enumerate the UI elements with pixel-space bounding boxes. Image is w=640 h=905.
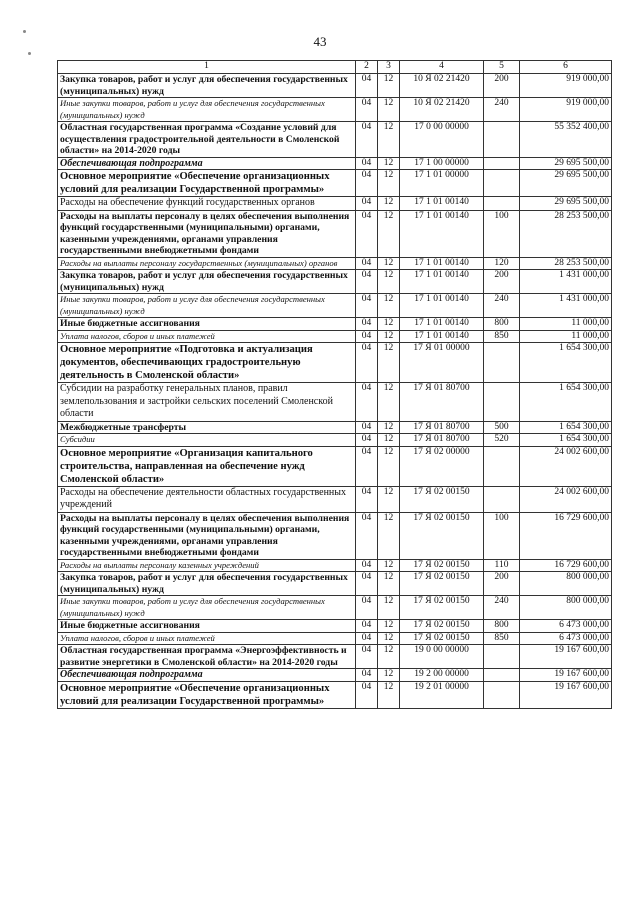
header-cell: 5 bbox=[484, 61, 520, 74]
row-name: Основное мероприятие «Обеспечение организационных условий для реализации Государственной программы» bbox=[58, 170, 356, 197]
row-name: Иные бюджетные ассигнования bbox=[58, 620, 356, 633]
row-expense-type: 120 bbox=[484, 257, 520, 270]
row-name: Областная государственная программа «Создание условий для осуществления градостроительной деятельности в Смоленской области» на 2014-2020 годы bbox=[58, 122, 356, 158]
row-section: 04 bbox=[356, 383, 378, 422]
row-expense-type: 240 bbox=[484, 98, 520, 122]
table-row bbox=[58, 645, 612, 669]
row-name: Основное мероприятие «Организация капитального строительства, направленная на обеспечение нужд Смоленской области» bbox=[58, 446, 356, 486]
table-row bbox=[58, 434, 612, 447]
row-subsection: 12 bbox=[378, 434, 400, 447]
row-subsection: 12 bbox=[378, 645, 400, 669]
row-expense-type bbox=[484, 122, 520, 158]
table-row bbox=[58, 421, 612, 434]
row-name: Расходы на выплаты персоналу казенных учреждений bbox=[58, 559, 356, 572]
row-expense-type: 800 bbox=[484, 620, 520, 633]
row-expense-type: 520 bbox=[484, 434, 520, 447]
row-amount: 1 654 300,00 bbox=[520, 434, 612, 447]
table-row bbox=[58, 596, 612, 620]
row-target-article: 19 2 00 00000 bbox=[400, 669, 484, 682]
row-amount: 800 000,00 bbox=[520, 596, 612, 620]
row-subsection: 12 bbox=[378, 572, 400, 596]
row-name: Обеспечивающая подпрограмма bbox=[58, 669, 356, 682]
row-name: Областная государственная программа «Энергоэффективность и развитие энергетики в Смоленской области» на 2014-2020 годы bbox=[58, 645, 356, 669]
row-section: 04 bbox=[356, 512, 378, 559]
row-expense-type bbox=[484, 669, 520, 682]
row-subsection: 12 bbox=[378, 512, 400, 559]
row-section: 04 bbox=[356, 572, 378, 596]
row-expense-type bbox=[484, 197, 520, 211]
row-amount: 1 654 300,00 bbox=[520, 383, 612, 422]
row-amount: 24 002 600,00 bbox=[520, 486, 612, 512]
table-row bbox=[58, 512, 612, 559]
table-row bbox=[58, 486, 612, 512]
row-expense-type: 100 bbox=[484, 210, 520, 257]
header-row bbox=[58, 61, 612, 74]
row-target-article: 17 0 00 00000 bbox=[400, 122, 484, 158]
row-target-article: 17 Я 02 00150 bbox=[400, 559, 484, 572]
table-row bbox=[58, 669, 612, 682]
header-cell: 6 bbox=[520, 61, 612, 74]
row-expense-type bbox=[484, 157, 520, 170]
row-name: Иные закупки товаров, работ и услуг для обеспечения государственных (муниципальных) нужд bbox=[58, 98, 356, 122]
row-name: Основное мероприятие «Подготовка и актуализация документов, обеспечивающих градостроительную деятельность в Смоленской области» bbox=[58, 343, 356, 383]
row-expense-type: 850 bbox=[484, 632, 520, 645]
row-amount: 28 253 500,00 bbox=[520, 257, 612, 270]
row-section: 04 bbox=[356, 257, 378, 270]
row-target-article: 17 Я 01 80700 bbox=[400, 434, 484, 447]
table-body bbox=[58, 74, 612, 709]
row-expense-type bbox=[484, 681, 520, 708]
row-target-article: 17 Я 01 00000 bbox=[400, 343, 484, 383]
row-subsection: 12 bbox=[378, 559, 400, 572]
row-subsection: 12 bbox=[378, 383, 400, 422]
table-row bbox=[58, 197, 612, 211]
table-row bbox=[58, 170, 612, 197]
row-name: Межбюджетные трансферты bbox=[58, 421, 356, 434]
row-expense-type bbox=[484, 170, 520, 197]
row-expense-type: 110 bbox=[484, 559, 520, 572]
row-section: 04 bbox=[356, 157, 378, 170]
row-target-article: 17 1 01 00140 bbox=[400, 270, 484, 294]
row-amount: 11 000,00 bbox=[520, 330, 612, 343]
row-section: 04 bbox=[356, 210, 378, 257]
row-amount: 1 431 000,00 bbox=[520, 270, 612, 294]
budget-table bbox=[57, 60, 612, 709]
row-expense-type: 850 bbox=[484, 330, 520, 343]
table-row bbox=[58, 270, 612, 294]
row-expense-type: 100 bbox=[484, 512, 520, 559]
row-name: Расходы на выплаты персоналу в целях обеспечения выполнения функций государственными (муниципальными) органами, казенными учреждениями, органами управления государственными внебюджетными фондами bbox=[58, 210, 356, 257]
row-expense-type: 800 bbox=[484, 318, 520, 331]
row-expense-type bbox=[484, 343, 520, 383]
row-section: 04 bbox=[356, 197, 378, 211]
row-amount: 11 000,00 bbox=[520, 318, 612, 331]
row-name: Расходы на выплаты персоналу в целях обеспечения выполнения функций государственными (муниципальными) органами, казенными учреждениями, органами управления государственными внебюджетными фондами bbox=[58, 512, 356, 559]
row-section: 04 bbox=[356, 681, 378, 708]
row-subsection: 12 bbox=[378, 197, 400, 211]
row-subsection: 12 bbox=[378, 210, 400, 257]
row-subsection: 12 bbox=[378, 257, 400, 270]
row-name: Закупка товаров, работ и услуг для обеспечения государственных (муниципальных) нужд bbox=[58, 74, 356, 98]
row-target-article: 17 Я 02 00150 bbox=[400, 620, 484, 633]
table-row bbox=[58, 157, 612, 170]
row-section: 04 bbox=[356, 632, 378, 645]
table-row bbox=[58, 257, 612, 270]
row-amount: 19 167 600,00 bbox=[520, 669, 612, 682]
row-section: 04 bbox=[356, 559, 378, 572]
row-subsection: 12 bbox=[378, 343, 400, 383]
row-subsection: 12 bbox=[378, 681, 400, 708]
row-amount: 28 253 500,00 bbox=[520, 210, 612, 257]
row-subsection: 12 bbox=[378, 170, 400, 197]
row-name: Расходы на обеспечение деятельности областных государственных учреждений bbox=[58, 486, 356, 512]
row-subsection: 12 bbox=[378, 294, 400, 318]
header-cell: 2 bbox=[356, 61, 378, 74]
row-name: Закупка товаров, работ и услуг для обеспечения государственных (муниципальных) нужд bbox=[58, 270, 356, 294]
row-section: 04 bbox=[356, 421, 378, 434]
row-target-article: 17 1 00 00000 bbox=[400, 157, 484, 170]
row-section: 04 bbox=[356, 318, 378, 331]
table-row bbox=[58, 446, 612, 486]
row-subsection: 12 bbox=[378, 620, 400, 633]
row-amount: 1 654 300,00 bbox=[520, 421, 612, 434]
row-target-article: 10 Я 02 21420 bbox=[400, 74, 484, 98]
row-section: 04 bbox=[356, 620, 378, 633]
row-name: Обеспечивающая подпрограмма bbox=[58, 157, 356, 170]
row-name: Субсидии bbox=[58, 434, 356, 447]
row-target-article: 17 1 01 00140 bbox=[400, 330, 484, 343]
row-target-article: 17 1 01 00140 bbox=[400, 197, 484, 211]
row-amount: 19 167 600,00 bbox=[520, 645, 612, 669]
row-amount: 29 695 500,00 bbox=[520, 197, 612, 211]
row-target-article: 17 Я 02 00150 bbox=[400, 596, 484, 620]
row-section: 04 bbox=[356, 270, 378, 294]
row-subsection: 12 bbox=[378, 330, 400, 343]
row-target-article: 10 Я 02 21420 bbox=[400, 98, 484, 122]
row-subsection: 12 bbox=[378, 74, 400, 98]
table-row bbox=[58, 294, 612, 318]
row-amount: 1 431 000,00 bbox=[520, 294, 612, 318]
row-expense-type bbox=[484, 486, 520, 512]
row-target-article: 17 1 01 00000 bbox=[400, 170, 484, 197]
row-target-article: 17 1 01 00140 bbox=[400, 257, 484, 270]
row-amount: 29 695 500,00 bbox=[520, 157, 612, 170]
row-name: Иные закупки товаров, работ и услуг для обеспечения государственных (муниципальных) нужд bbox=[58, 294, 356, 318]
row-amount: 24 002 600,00 bbox=[520, 446, 612, 486]
header-cell: 4 bbox=[400, 61, 484, 74]
row-subsection: 12 bbox=[378, 98, 400, 122]
row-amount: 1 654 300,00 bbox=[520, 343, 612, 383]
row-section: 04 bbox=[356, 446, 378, 486]
row-expense-type bbox=[484, 446, 520, 486]
row-subsection: 12 bbox=[378, 486, 400, 512]
row-section: 04 bbox=[356, 645, 378, 669]
row-section: 04 bbox=[356, 294, 378, 318]
row-target-article: 17 Я 01 80700 bbox=[400, 383, 484, 422]
row-name: Расходы на обеспечение функций государственных органов bbox=[58, 197, 356, 211]
row-target-article: 17 Я 02 00150 bbox=[400, 486, 484, 512]
row-target-article: 17 1 01 00140 bbox=[400, 294, 484, 318]
row-section: 04 bbox=[356, 74, 378, 98]
row-target-article: 17 1 01 00140 bbox=[400, 318, 484, 331]
row-target-article: 17 Я 02 00150 bbox=[400, 632, 484, 645]
table-row bbox=[58, 572, 612, 596]
table-row bbox=[58, 122, 612, 158]
row-expense-type bbox=[484, 645, 520, 669]
scan-dot bbox=[23, 30, 26, 33]
row-name: Основное мероприятие «Обеспечение организационных условий для реализации Государственной программы» bbox=[58, 681, 356, 708]
row-target-article: 19 2 01 00000 bbox=[400, 681, 484, 708]
row-amount: 6 473 000,00 bbox=[520, 632, 612, 645]
row-expense-type: 200 bbox=[484, 74, 520, 98]
table-row bbox=[58, 383, 612, 422]
row-amount: 919 000,00 bbox=[520, 98, 612, 122]
row-section: 04 bbox=[356, 486, 378, 512]
table-row bbox=[58, 74, 612, 98]
row-amount: 16 729 600,00 bbox=[520, 559, 612, 572]
row-amount: 6 473 000,00 bbox=[520, 620, 612, 633]
table-row bbox=[58, 330, 612, 343]
row-name: Закупка товаров, работ и услуг для обеспечения государственных (муниципальных) нужд bbox=[58, 572, 356, 596]
table-row bbox=[58, 632, 612, 645]
row-amount: 800 000,00 bbox=[520, 572, 612, 596]
row-amount: 55 352 400,00 bbox=[520, 122, 612, 158]
table-row bbox=[58, 559, 612, 572]
row-subsection: 12 bbox=[378, 596, 400, 620]
scan-dot bbox=[28, 52, 31, 55]
row-target-article: 17 Я 01 80700 bbox=[400, 421, 484, 434]
table-row bbox=[58, 318, 612, 331]
page-number: 43 bbox=[313, 34, 327, 49]
row-amount: 19 167 600,00 bbox=[520, 681, 612, 708]
row-section: 04 bbox=[356, 122, 378, 158]
row-expense-type: 240 bbox=[484, 294, 520, 318]
row-subsection: 12 bbox=[378, 270, 400, 294]
row-section: 04 bbox=[356, 330, 378, 343]
header-cell: 3 bbox=[378, 61, 400, 74]
row-section: 04 bbox=[356, 596, 378, 620]
table-row bbox=[58, 681, 612, 708]
row-section: 04 bbox=[356, 170, 378, 197]
row-expense-type: 500 bbox=[484, 421, 520, 434]
row-subsection: 12 bbox=[378, 421, 400, 434]
row-name: Иные закупки товаров, работ и услуг для обеспечения государственных (муниципальных) нужд bbox=[58, 596, 356, 620]
table-row bbox=[58, 620, 612, 633]
row-name: Иные бюджетные ассигнования bbox=[58, 318, 356, 331]
row-amount: 29 695 500,00 bbox=[520, 170, 612, 197]
table-row bbox=[58, 210, 612, 257]
row-amount: 16 729 600,00 bbox=[520, 512, 612, 559]
row-expense-type: 200 bbox=[484, 270, 520, 294]
row-subsection: 12 bbox=[378, 446, 400, 486]
row-section: 04 bbox=[356, 434, 378, 447]
row-amount: 919 000,00 bbox=[520, 74, 612, 98]
row-subsection: 12 bbox=[378, 669, 400, 682]
row-expense-type: 200 bbox=[484, 572, 520, 596]
row-name: Субсидии на разработку генеральных планов, правил землепользования и застройки сельских поселений Смоленской области bbox=[58, 383, 356, 422]
row-subsection: 12 bbox=[378, 318, 400, 331]
row-name: Уплата налогов, сборов и иных платежей bbox=[58, 632, 356, 645]
row-section: 04 bbox=[356, 343, 378, 383]
row-target-article: 17 1 01 00140 bbox=[400, 210, 484, 257]
row-section: 04 bbox=[356, 98, 378, 122]
table-row bbox=[58, 98, 612, 122]
row-subsection: 12 bbox=[378, 157, 400, 170]
row-target-article: 17 Я 02 00150 bbox=[400, 572, 484, 596]
row-expense-type bbox=[484, 383, 520, 422]
row-subsection: 12 bbox=[378, 632, 400, 645]
header-cell: 1 bbox=[58, 61, 356, 74]
row-subsection: 12 bbox=[378, 122, 400, 158]
row-target-article: 17 Я 02 00150 bbox=[400, 512, 484, 559]
table-row bbox=[58, 343, 612, 383]
row-name: Уплата налогов, сборов и иных платежей bbox=[58, 330, 356, 343]
row-section: 04 bbox=[356, 669, 378, 682]
row-expense-type: 240 bbox=[484, 596, 520, 620]
row-name: Расходы на выплаты персоналу государственных (муниципальных) органов bbox=[58, 257, 356, 270]
row-target-article: 17 Я 02 00000 bbox=[400, 446, 484, 486]
row-target-article: 19 0 00 00000 bbox=[400, 645, 484, 669]
